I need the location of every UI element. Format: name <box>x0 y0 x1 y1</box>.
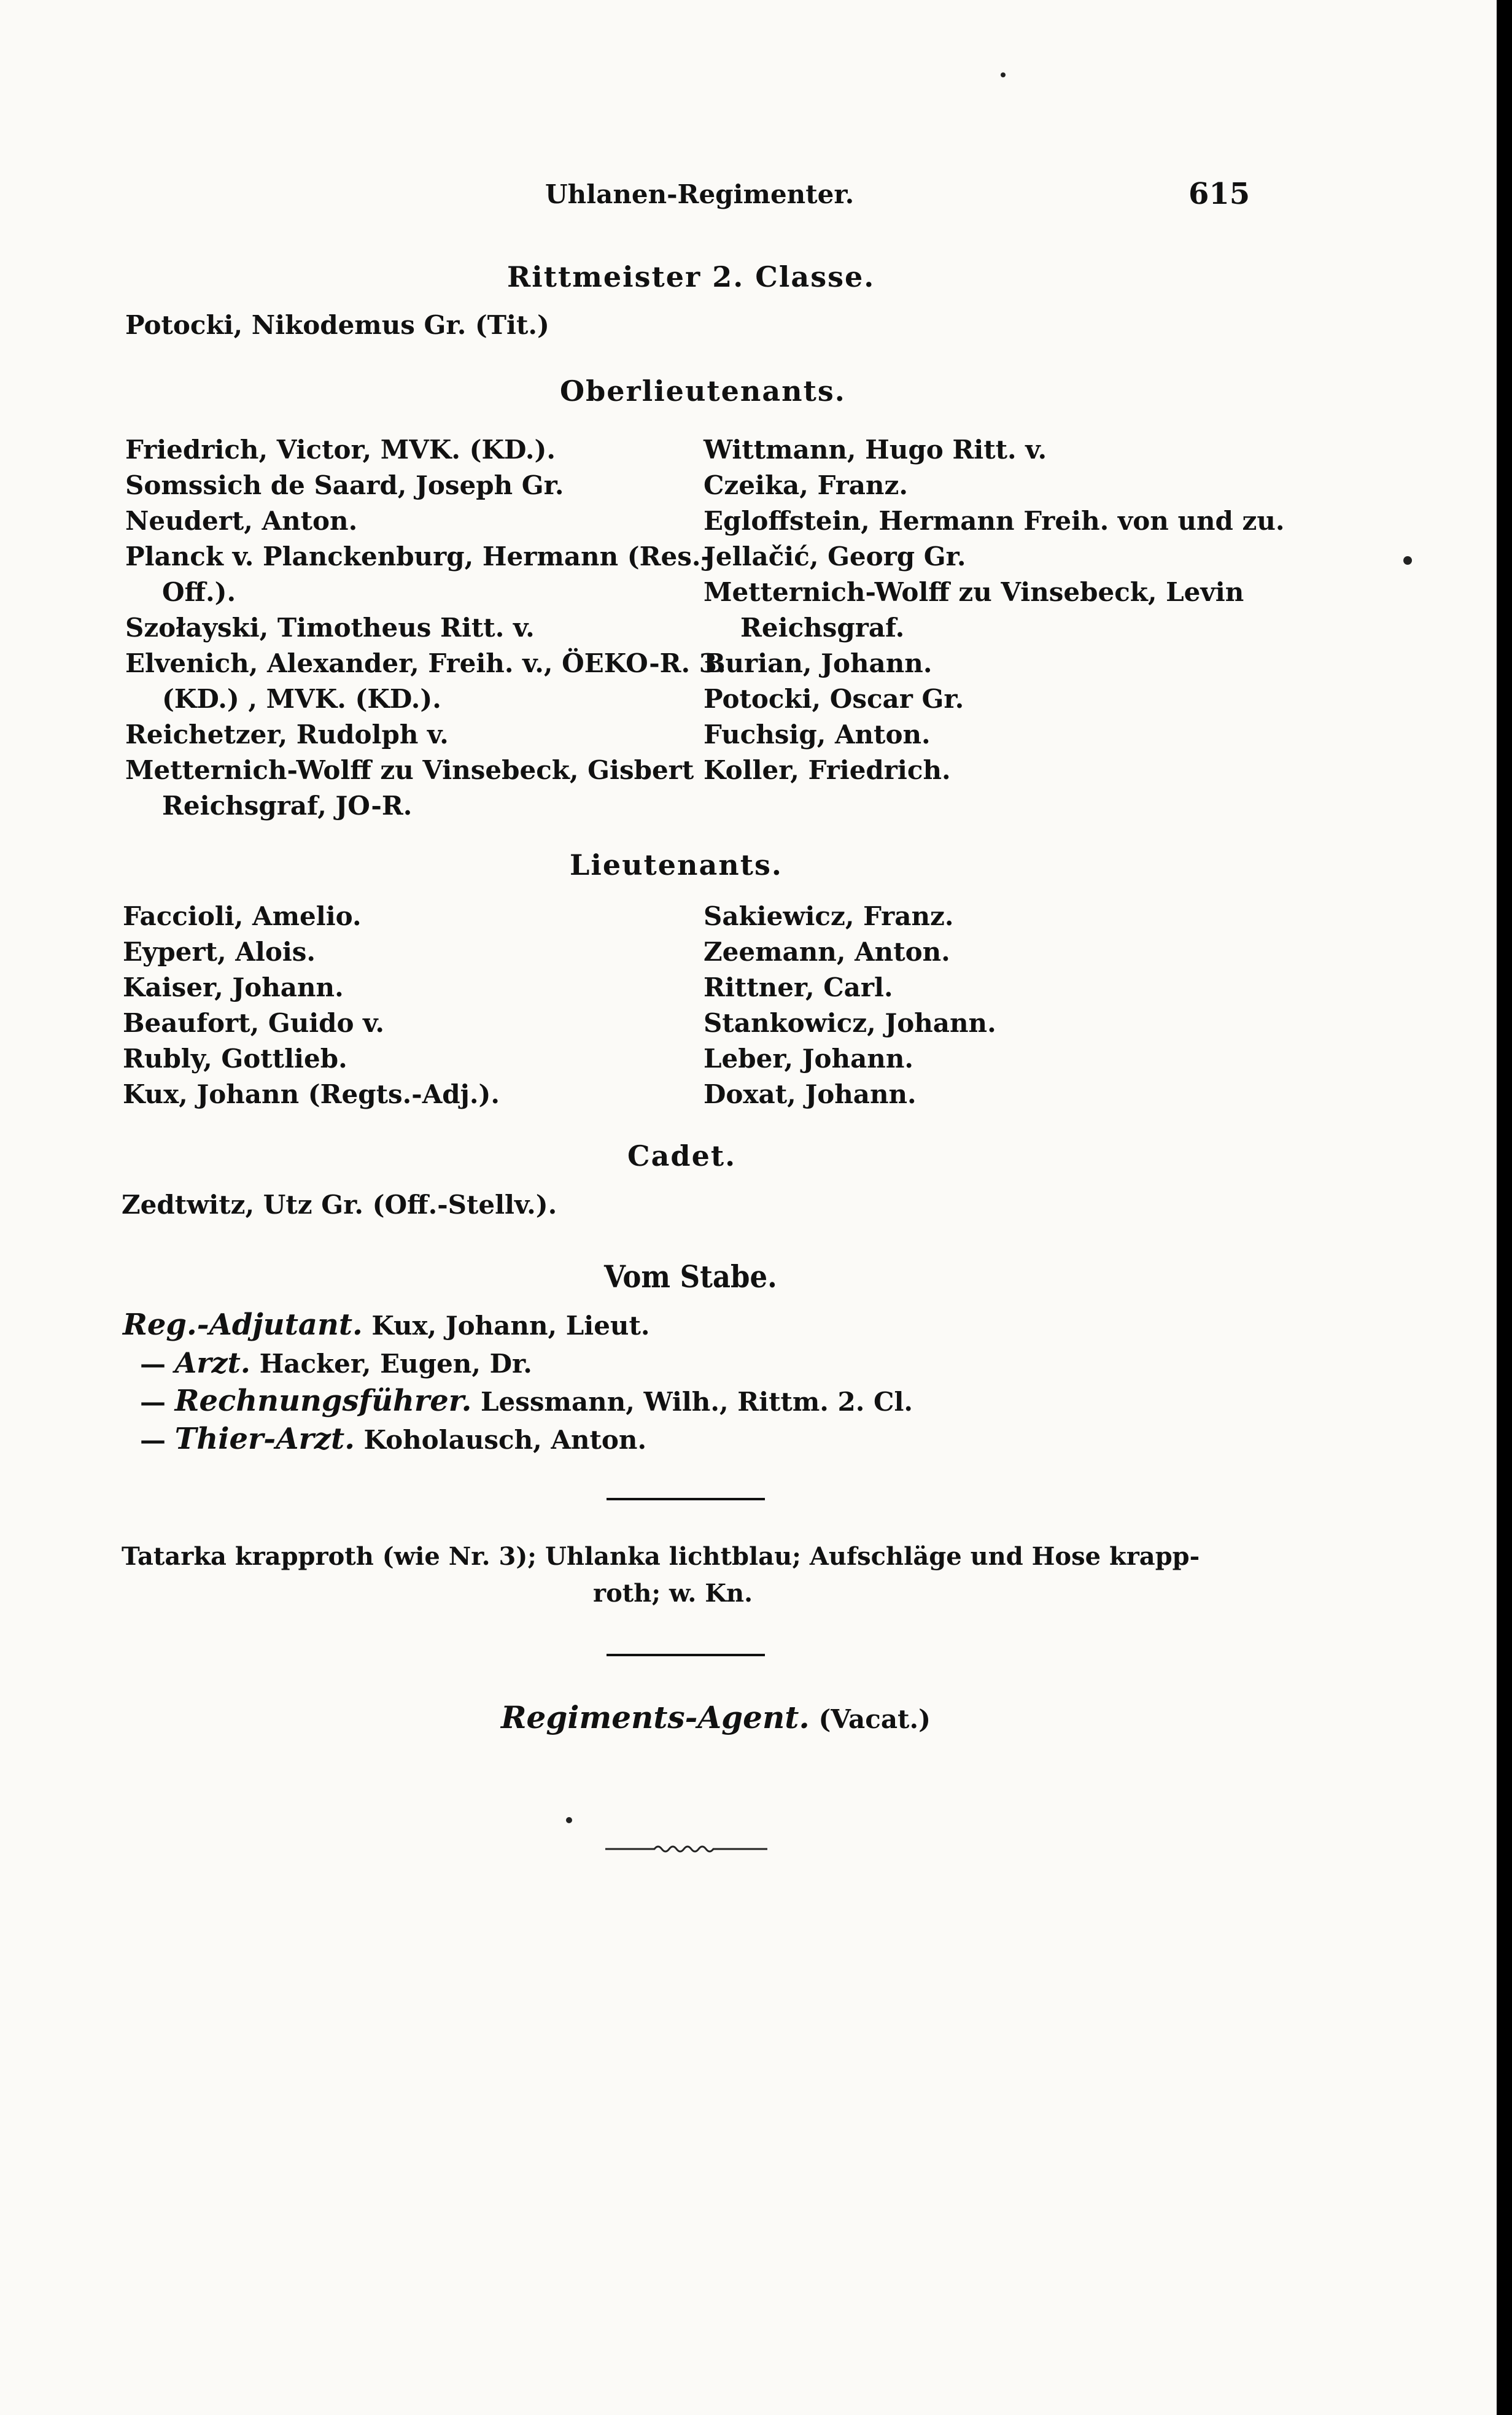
role-label: Thier-Arzt. <box>174 1422 355 1456</box>
scan-edge <box>1497 0 1512 2415</box>
section-heading-vom-stabe: Vom Stabe. <box>604 1258 777 1295</box>
section-heading-oberlieutenants: Oberlieutenants. <box>560 374 846 408</box>
stabe-row <box>123 1344 1044 1382</box>
list-item: Kux, Johann (Regts.-Adj.). <box>123 1079 500 1109</box>
list-item: Eypert, Alois. <box>123 937 316 967</box>
agent-value: (Vacat.) <box>818 1704 931 1734</box>
section-heading-cadet: Cadet. <box>627 1139 737 1173</box>
stabe-row <box>123 1306 1044 1344</box>
list-item: Potocki, Oscar Gr. <box>704 684 964 714</box>
oberlieutenants-left-column <box>125 432 726 824</box>
list-item: Koller, Friedrich. <box>704 755 951 785</box>
list-item: Stankowicz, Johann. <box>704 1008 996 1038</box>
list-item: Fuchsig, Anton. <box>704 719 931 750</box>
lieutenants-left-column <box>123 899 675 1112</box>
dash: — <box>140 1425 166 1455</box>
cadet-entry: Zedtwitz, Utz Gr. (Off.-Stellv.). <box>122 1190 557 1220</box>
dash: — <box>140 1349 166 1379</box>
list-item: Zeemann, Anton. <box>704 937 950 967</box>
role-label: Rechnungsführer. <box>174 1384 472 1418</box>
list-item: Metternich-Wolff zu Vinsebeck, Levin <box>704 577 1244 607</box>
list-item: Elvenich, Alexander, Freih. v., ÖEKO-R. 3. <box>125 648 726 678</box>
speck <box>1001 72 1006 77</box>
oberlieutenants-right-column <box>704 432 1285 788</box>
list-item: Leber, Johann. <box>704 1044 913 1074</box>
list-item: Faccioli, Amelio. <box>123 901 362 931</box>
list-item: Szołayski, Timotheus Ritt. v. <box>125 613 535 643</box>
speck <box>1403 556 1412 565</box>
uniform-line-2: roth; w. Kn. <box>593 1579 753 1608</box>
list-item: Jellačić, Georg Gr. <box>704 541 966 572</box>
section-heading-lieutenants: Lieutenants. <box>570 848 783 882</box>
role-name: Koholausch, Anton. <box>363 1425 647 1455</box>
role-name: Kux, Johann, Lieut. <box>371 1311 650 1341</box>
role-label: Arzt. <box>174 1346 250 1379</box>
list-item: Rubly, Gottlieb. <box>123 1044 347 1074</box>
rittmeister-entry: Potocki, Nikodemus Gr. (Tit.) <box>125 310 549 340</box>
speck <box>566 1817 572 1823</box>
role-name: Lessmann, Wilh., Rittm. 2. Cl. <box>480 1387 913 1417</box>
list-item: Neudert, Anton. <box>125 506 358 536</box>
list-item: Sakiewicz, Franz. <box>704 901 954 931</box>
list-item-continuation: Reichsgraf, JO-R. <box>162 791 413 821</box>
role-label: Reg.-Adjutant. <box>123 1308 363 1342</box>
list-item: Kaiser, Johann. <box>123 972 344 1002</box>
ornamental-rule <box>605 1842 767 1856</box>
agent-line <box>501 1699 931 1735</box>
stabe-row <box>123 1382 1044 1421</box>
list-item: Czeika, Franz. <box>704 470 908 500</box>
divider <box>607 1654 765 1656</box>
list-item: Doxat, Johann. <box>704 1079 917 1109</box>
list-item: Reichetzer, Rudolph v. <box>125 719 449 750</box>
list-item: Beaufort, Guido v. <box>123 1008 384 1038</box>
list-item: Friedrich, Victor, MVK. (KD.). <box>125 435 556 465</box>
stabe-row <box>123 1421 1044 1459</box>
list-item: Planck v. Planckenburg, Hermann (Res.- <box>125 541 711 572</box>
uniform-line-1: Tatarka krapproth (wie Nr. 3); Uhlanka lichtblau; Aufschläge und Hose krapp- <box>122 1542 1200 1571</box>
stabe-list <box>123 1306 1044 1459</box>
dash: — <box>140 1387 166 1417</box>
list-item-continuation: (KD.) , MVK. (KD.). <box>162 684 441 714</box>
section-heading-rittmeister: Rittmeister 2. Classe. <box>507 260 875 293</box>
page-number: 615 <box>1188 177 1250 211</box>
role-name: Hacker, Eugen, Dr. <box>259 1349 532 1379</box>
divider <box>607 1498 765 1500</box>
list-item: Metternich-Wolff zu Vinsebeck, Gisbert <box>125 755 694 785</box>
list-item: Wittmann, Hugo Ritt. v. <box>704 435 1047 465</box>
list-item-continuation: Reichsgraf. <box>740 613 905 643</box>
list-item: Rittner, Carl. <box>704 972 893 1002</box>
agent-role: Regiments-Agent. <box>501 1699 810 1735</box>
list-item-continuation: Off.). <box>162 577 236 607</box>
list-item: Burian, Johann. <box>704 648 932 678</box>
lieutenants-right-column <box>704 899 1256 1112</box>
list-item: Somssich de Saard, Joseph Gr. <box>125 470 564 500</box>
running-title: Uhlanen-Regimenter. <box>545 179 855 209</box>
list-item: Egloffstein, Hermann Freih. von und zu. <box>704 506 1285 536</box>
